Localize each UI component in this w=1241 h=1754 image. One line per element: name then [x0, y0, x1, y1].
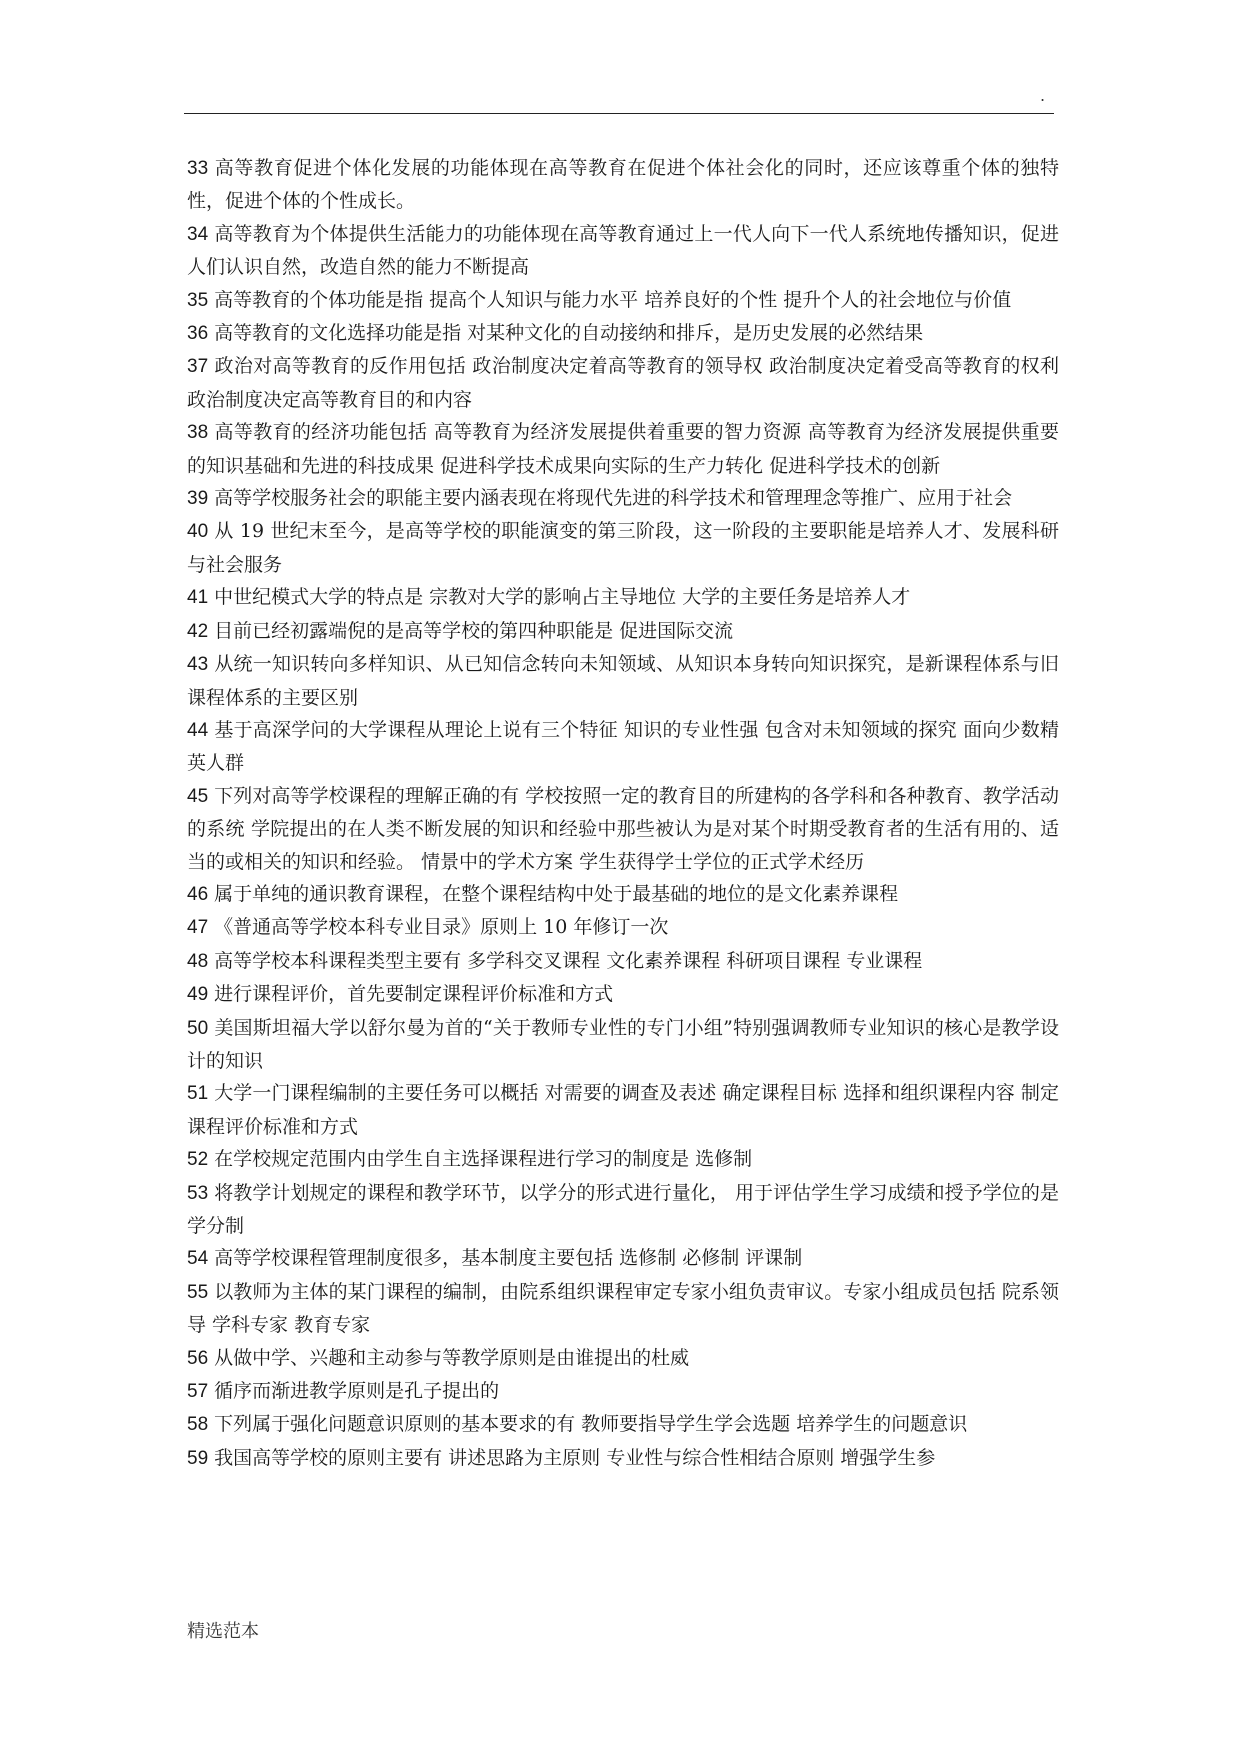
item-number: 48 — [187, 950, 209, 972]
item-text: 高等学校本科课程类型主要有 多学科交叉课程 文化素养课程 科研项目课程 专业课程 — [214, 949, 923, 972]
item-number: 56 — [187, 1347, 209, 1369]
list-item — [187, 1375, 1059, 1408]
item-number: 39 — [187, 488, 209, 510]
item-text: 高等学校服务社会的职能主要内涵表现在将现代先进的科学技术和管理理念等推广、应用于社会 — [214, 487, 1013, 510]
list-item — [187, 1408, 1059, 1441]
item-number: 58 — [187, 1414, 209, 1436]
item-text: 循序而渐进教学原则是孔子提出的 — [214, 1380, 500, 1403]
item-text: 美国斯坦福大学以舒尔曼为首的“关于教师专业性的专门小组”特别强调教师专业知识的核心是教学设计的知识 — [187, 1016, 1059, 1072]
item-number: 43 — [187, 654, 209, 676]
footer-text: 精选范本 — [187, 1621, 259, 1642]
item-text: 进行课程评价，首先要制定课程评价标准和方式 — [214, 983, 614, 1006]
list-item — [187, 1177, 1059, 1243]
list-item — [187, 317, 1059, 350]
list-item — [187, 1012, 1059, 1078]
list-item — [187, 416, 1059, 482]
item-text: 下列属于强化问题意识原则的基本要求的有 教师要指导学生学会选题 培养学生的问题意识 — [214, 1413, 968, 1436]
item-text: 将教学计划规定的课程和教学环节，以学分的形式进行量化， 用于评估学生学习成绩和授予学位的是学分制 — [187, 1181, 1059, 1237]
item-number: 50 — [187, 1017, 209, 1039]
item-text: 高等教育促进个体化发展的功能体现在高等教育在促进个体社会化的同时，还应该尊重个体的独特性，促进个体的个性成长。 — [187, 157, 1059, 213]
item-number: 44 — [187, 719, 209, 741]
item-number: 36 — [187, 323, 209, 345]
item-text: 目前已经初露端倪的是高等学校的第四种职能是 促进国际交流 — [214, 619, 734, 642]
list-item — [187, 978, 1059, 1011]
item-number: 53 — [187, 1182, 209, 1204]
list-item — [187, 945, 1059, 978]
item-text: 政治对高等教育的反作用包括 政治制度决定着高等教育的领导权 政治制度决定着受高等教育的权利 政治制度决定高等教育目的和内容 — [187, 355, 1059, 411]
list-item — [187, 1442, 1059, 1475]
item-text: 高等教育的个体功能是指 提高个人知识与能力水平 培养良好的个性 提升个人的社会地位与价值 — [214, 288, 1012, 311]
item-text: 从统一知识转向多样知识、从已知信念转向未知领域、从知识本身转向知识探究，是新课程体系与旧课程体系的主要区别 — [187, 653, 1059, 709]
item-number: 47 — [187, 917, 209, 939]
item-number: 59 — [187, 1447, 209, 1469]
item-text: 高等教育的经济功能包括 高等教育为经济发展提供着重要的智力资源 高等教育为经济发展提供重要的知识基础和先进的科技成果 促进科学技术成果向实际的生产力转化 促进科学技术的创新 — [187, 421, 1059, 477]
item-text: 属于单纯的通识教育课程，在整个课程结构中处于最基础的地位的是文化素养课程 — [214, 882, 899, 905]
item-text: 下列对高等学校课程的理解正确的有 学校按照一定的教育目的所建构的各学科和各种教育、教学活动的系统 学院提出的在人类不断发展的知识和经验中那些被认为是对某个时期受教育者的生活有用的、适当的或相关的知识和经验。 情景中的学术方案 学生获得学士学位的正式学术经历 — [187, 784, 1059, 873]
list-item — [187, 152, 1059, 218]
item-number: 37 — [187, 356, 209, 378]
item-text: 高等教育为个体提供生活能力的功能体现在高等教育通过上一代人向下一代人系统地传播知识，促进人们认识自然，改造自然的能力不断提高 — [187, 222, 1059, 279]
list-item — [187, 615, 1059, 648]
item-number: 41 — [187, 587, 209, 609]
item-text: 从 19 世纪末至今，是高等学校的职能演变的第三阶段，这一阶段的主要职能是培养人才、发展科研与社会服务 — [187, 520, 1059, 576]
list-item — [187, 878, 1059, 911]
item-text: 以教师为主体的某门课程的编制，由院系组织课程审定专家小组负责审议。专家小组成员包括 院系领导 学科专家 教育专家 — [187, 1280, 1059, 1337]
question-list — [187, 152, 1059, 1475]
list-item — [187, 350, 1059, 416]
header-rule — [184, 113, 1054, 114]
item-number: 57 — [187, 1381, 209, 1403]
item-text: 从做中学、兴趣和主动参与等教学原则是由谁提出的杜威 — [214, 1346, 690, 1369]
list-item — [187, 515, 1059, 581]
item-text: 我国高等学校的原则主要有 讲述思路为主原则 专业性与综合性相结合原则 增强学生参 — [214, 1446, 936, 1469]
list-item — [187, 714, 1059, 780]
item-text: 基于高深学问的大学课程从理论上说有三个特征 知识的专业性强 包含对未知领域的探究 面向少数精英人群 — [187, 718, 1059, 775]
list-item — [187, 1342, 1059, 1375]
item-number: 34 — [187, 223, 209, 245]
item-number: 40 — [187, 521, 209, 543]
list-item — [187, 911, 1059, 944]
item-text: 中世纪模式大学的特点是 宗教对大学的影响占主导地位 大学的主要任务是培养人才 — [214, 586, 911, 609]
list-item — [187, 1077, 1059, 1143]
list-item — [187, 780, 1059, 878]
item-text: 《普通高等学校本科专业目录》原则上 10 年修订一次 — [214, 916, 669, 939]
item-number: 45 — [187, 785, 209, 807]
item-number: 52 — [187, 1149, 209, 1171]
item-text: 在学校规定范围内由学生自主选择课程进行学习的制度是 选修制 — [214, 1148, 753, 1171]
item-number: 35 — [187, 289, 209, 311]
list-item — [187, 1242, 1059, 1275]
item-number: 51 — [187, 1083, 209, 1105]
item-number: 49 — [187, 984, 209, 1006]
item-number: 54 — [187, 1248, 209, 1270]
list-item — [187, 284, 1059, 317]
header-mark: . — [1040, 86, 1046, 105]
item-text: 大学一门课程编制的主要任务可以概括 对需要的调查及表述 确定课程目标 选择和组织课程内容 制定课程评价标准和方式 — [187, 1082, 1059, 1138]
item-text: 高等教育的文化选择功能是指 对某种文化的自动接纳和排斥，是历史发展的必然结果 — [214, 322, 924, 345]
item-number: 55 — [187, 1281, 209, 1303]
list-item — [187, 1143, 1059, 1176]
list-item — [187, 648, 1059, 714]
list-item — [187, 1276, 1059, 1342]
list-item — [187, 482, 1059, 515]
item-text: 高等学校课程管理制度很多，基本制度主要包括 选修制 必修制 评课制 — [214, 1247, 803, 1270]
list-item — [187, 581, 1059, 614]
item-number: 33 — [187, 158, 209, 179]
item-number: 46 — [187, 883, 209, 905]
list-item — [187, 218, 1059, 284]
item-number: 42 — [187, 620, 209, 642]
item-number: 38 — [187, 422, 209, 444]
